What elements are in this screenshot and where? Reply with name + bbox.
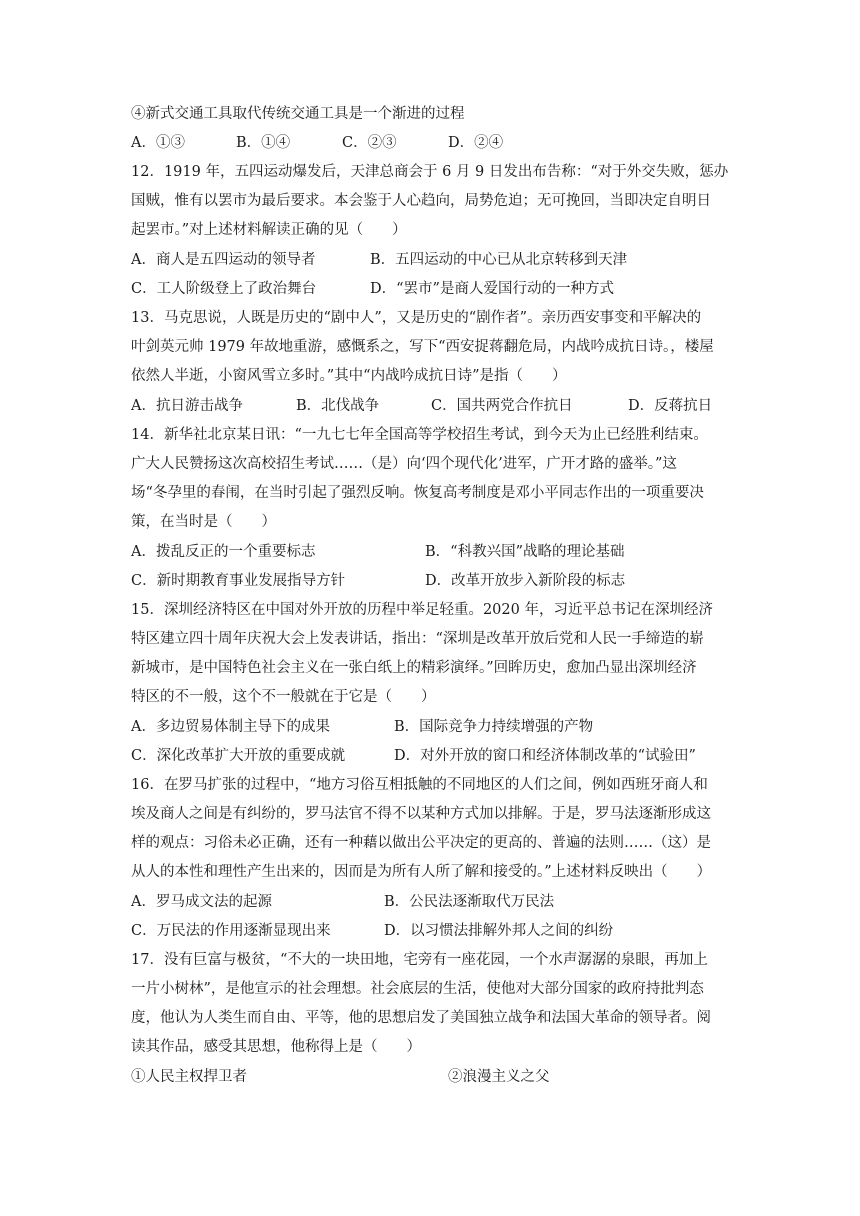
q14-option-c: C．新时期教育事业发展指导方针 [131, 573, 346, 589]
q17-stem-line-4: 读其作品，感受其思想，他称得上是（ ） [131, 1039, 421, 1055]
q12-stem-line-2: 国贼，惟有以罢市为最后要求。本会鉴于人心趋向，局势危迫；无可挽回，当即决定自明日 [131, 193, 711, 209]
q16-stem-line-3: 样的观点：习俗未必正确，还有一种藉以做出公平决定的更高的、普遍的法则……（这）是 [131, 835, 711, 851]
q12-option-d: D．“罢市”是商人爱国行动的一种方式 [370, 281, 614, 297]
q14-option-a: A．拨乱反正的一个重要标志 [131, 544, 316, 560]
q14-option-d: D．改革开放步入新阶段的标志 [425, 573, 626, 589]
q11-option-c: C．②③ [342, 135, 397, 151]
q13-stem-line-2: 叶剑英元帅 1979 年故地重游，感慨系之，写下“西安捉蒋翻危局，内战吟成抗日诗。，楼屋 [131, 339, 714, 355]
q11-option-d: D．②④ [448, 135, 504, 151]
q15-stem-line-3: 新城市，是中国特色社会主义在一张白纸上的精彩演绎。”回眸历史，愈加凸显出深圳经济 [131, 660, 697, 676]
q11-option-b: B．①④ [236, 135, 291, 151]
q17-stem-line-1: 17．没有巨富与极贫，“不大的一块田地，宅旁有一座花园，一个水声潺潺的泉眼，再加上 [131, 952, 708, 968]
q14-option-b: B．“科教兴国”战略的理论基础 [425, 544, 625, 560]
q15-option-a: A．多边贸易体制主导下的成果 [131, 719, 330, 735]
q12-option-b: B．五四运动的中心已从北京转移到天津 [370, 252, 628, 268]
q15-stem-line-2: 特区建立四十周年庆祝大会上发表讲话，指出：“深圳是改革开放后党和人民一手缔造的崭 [131, 631, 704, 647]
q13-option-b: B．北伐战争 [296, 398, 380, 414]
q15-option-b: B．国际竞争力持续增强的产物 [394, 719, 594, 735]
q17-stem-line-3: 度，他认为人类生而自由、平等，他的思想启发了美国独立战争和法国大革命的领导者。阅 [131, 1010, 711, 1026]
q11-statement-4: ④新式交通工具取代传统交通工具是一个渐进的过程 [131, 106, 465, 122]
q12-option-a: A．商人是五四运动的领导者 [131, 252, 316, 268]
q16-stem-line-4: 从人的本性和理性产生出来的，因而是为所有人所了解和接受的。”上述材料反映出（ ） [131, 864, 712, 880]
q13-stem-line-3: 依然人半逝，小窗风雪立多时。”其中“内战吟成抗日诗”是指（ ） [131, 368, 567, 384]
q14-stem-line-1: 14．新华社北京某日讯：“一九七七年全国高等学校招生考试，到今天为止已经胜利结束。 [131, 427, 708, 443]
q14-stem-line-2: 广大人民赞扬这次高校招生考试……（是）向‘四个现代化’进军，广开才路的盛举。”这 [131, 456, 677, 472]
q11-option-a: A．①③ [131, 135, 185, 151]
q14-stem-line-3: 场“冬孕里的春闱，在当时引起了强烈反响。恢复高考制度是邓小平同志作出的一项重要决 [131, 485, 704, 501]
q13-option-a: A．抗日游击战争 [131, 398, 243, 414]
q15-option-d: D．对外开放的窗口和经济体制改革的“试验田” [394, 748, 696, 764]
q13-option-c: C．国共两党合作抗日 [431, 398, 573, 414]
q13-stem-line-1: 13．马克思说，人既是历史的“剧中人”，又是历史的“剧作者”。亲历西安事变和平解决的 [131, 310, 702, 326]
q16-option-b: B．公民法逐渐取代万民法 [384, 894, 555, 910]
q12-stem-line-1: 12．1919 年，五四运动爆发后，天津总商会于 6 月 9 日发出布告称：“对于外交失败，惩办 [131, 164, 729, 180]
q12-option-c: C．工人阶级登上了政治舞台 [131, 281, 317, 297]
q15-stem-line-4: 特区的不一般，这个不一般就在于它是（ ） [131, 689, 436, 705]
q16-stem-line-1: 16．在罗马扩张的过程中，“地方习俗互相抵触的不同地区的人们之间，例如西班牙商人和 [131, 777, 708, 793]
q16-stem-line-2: 埃及商人之间是有纠纷的，罗马法官不得不以某种方式加以排解。于是，罗马法逐渐形成这 [131, 806, 711, 822]
q17-statement-2: ②浪漫主义之父 [448, 1069, 550, 1085]
q13-option-d: D．反蒋抗日 [628, 398, 713, 414]
q16-option-a: A．罗马成文法的起源 [131, 894, 272, 910]
q12-stem-line-3: 起罢市。”对上述材料解读正确的见（ ） [131, 222, 407, 238]
q16-option-d: D．以习惯法排解外邦人之间的纠纷 [384, 923, 614, 939]
q15-option-c: C．深化改革扩大开放的重要成就 [131, 748, 346, 764]
q16-option-c: C．万民法的作用逐渐显现出来 [131, 923, 331, 939]
q17-stem-line-2: 一片小树林”，是他宣示的社会理想。社会底层的生活，使他对大部分国家的政府持批判态 [131, 981, 704, 997]
q17-statement-1: ①人民主权捍卫者 [131, 1069, 247, 1085]
q14-stem-line-4: 策，在当时是（ ） [131, 514, 276, 530]
q15-stem-line-1: 15．深圳经济特区在中国对外开放的历程中举足轻重。2020 年，习近平总书记在深圳经济 [131, 602, 713, 618]
